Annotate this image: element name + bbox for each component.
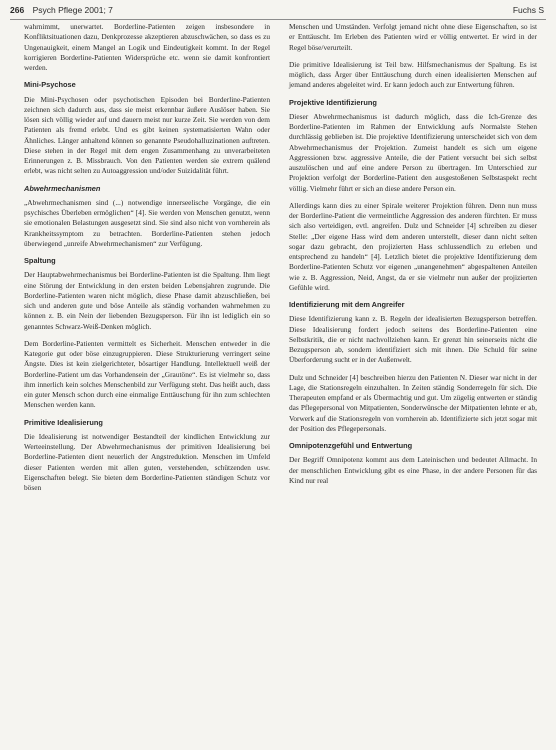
body-paragraph: Diese Identifizierung kann z. B. Regeln der idealisierten Bezugsperson betreffen. Diese Idealisierung fordert jedoch seitens des Borderline-Patienten eine Selbstkritik, die er nicht nachvollziehen kann. Er grenzt hin seinerseits nicht die Bezugsperson ab, sondern identifiziert sich mit ihnen. Die Schuld für seine Überforderung sucht er in der Außenwelt. bbox=[289, 314, 537, 365]
page-number: 266 bbox=[10, 5, 25, 15]
journal-citation: Psych Pflege 2001; 7 bbox=[32, 5, 113, 15]
section-heading: Primitive Idealisierung bbox=[24, 417, 103, 427]
body-paragraph: Allerdings kann dies zu einer Spirale weiterer Projektion führen. Denn nun muss der Borderline-Patient die vermeintliche Aggression des anderen fürchten. Er muss sich also verteidigen, evtl. angreifen. Dulz und Schneider [4] schreiben zu dieser Stelle: „Der eigene Hass wird dem anderen unterstellt, dieser dann nicht selten sogar dazu gebracht, den projizierten Hass schlussendlich zu erleben und entsprechend zu handeln“ [4]. Letzlich bietet die projektive Identifizierung dem Borderline-Patienten Schutz vor eigenen „unangenehmen“ abgespaltenen Anteilen wie z. B. Aggression, Neid, Angst, da er sie vielmehr nun außer der projizierten Gefühle wird. bbox=[289, 200, 537, 292]
body-paragraph: Dem Borderline-Patienten vermittelt es Sicherheit. Menschen entweder in die Kategorie gut oder böse einzugruppieren. Diese Strukturierung verringert seine Ängste. Dies ist kein zielgerichteter, bösartiger Handlung. Intellektuell weiß der Borderline-Patient um das Vorhandensein der „Grautöne“. Es ist vielmehr so, dass ihm innerlich kein solches Menschenbild zur Verfügung steht. Das heißt auch, dass ein guter Mensch schon durch eine einmalige Enttäuschung für ihn zum schlechten Menschen werden kann. bbox=[24, 338, 270, 410]
body-paragraph: Dieser Abwehrmechanismus ist dadurch möglich, dass die Ich-Grenze des Borderline-Patienten im Rahmen der Entwicklung aufs Normalste Stehen durchlässig geblieben ist. Die projektive Identifizierung unterscheidet sich von dem Abwehrmechanismus der Projektion. Zumeist handelt es sich um eigene Aggressionen bzw. aggressive Anteile, die der Patient versucht bei sich selbst auszulöschen und auf eine andere Person zu übertragen. Im Unterschied zur Projektion verfolgt der Borderline-Patient den ausgestoßenen Selbstaspekt recht völlig. Vielmehr führt er sich an diese andere Person ein. bbox=[289, 111, 537, 193]
running-header bbox=[10, 5, 546, 20]
section-heading: Mini-Psychose bbox=[24, 80, 76, 90]
section-heading: Identifizierung mit dem Angreifer bbox=[289, 300, 405, 309]
body-paragraph: Die primitive Idealisierung ist Teil bzw. Hilfsmechanismus der Spaltung. Es ist möglich, dass Ärger über Enttäuschung durch einen idealisierten Menschen auf jemand anderes abgeleitet wird. Er kann jedoch auch zur Entwertung führen. bbox=[289, 59, 537, 90]
right-text-column bbox=[289, 22, 537, 493]
body-paragraph: Der Begriff Omnipotenz kommt aus dem Lateinischen und bedeutet Allmacht. In der menschlichen Entwicklung gibt es eine Phase, in der andere Personen für das Kind nur real bbox=[289, 455, 537, 485]
body-paragraph: Die Mini-Psychosen oder psychotischen Episoden bei Borderline-Patienten zeichnen sich dadurch aus, dass sie meist erkennbar äußere Auslöser haben. Sie lösen sich völlig wieder auf und dauern meist nur kurze Zeit. Sie werden von dem Patienten als fremd erlebt. Und es gibt keinen systematisierten Wahn oder Ähnliches. Länger anhaltend können so genannte Pseudohalluzinationen auftreten. Diese stehen in der Regel mit dem engen Zusammenhang zu unverarbeiteten Erinnerungen z. B. Missbrauch. Von den Patienten werden sie extrem quälend erlebt, was nicht selten zu Autoaggression und/oder Suizidalität führt. bbox=[24, 94, 270, 176]
section-heading: Abwehrmechanismen bbox=[24, 183, 101, 193]
section-heading: Projektive Identifizierung bbox=[289, 97, 377, 107]
body-paragraph: wahrnimmt, unerwartet. Borderline-Patienten zeigen insbesondere in Konfliktsituationen dazu, Denkprozesse akzeptieren abzuschwächen, so dass es zu Ungenauigkeit, einem Mangel an Logik und Eindeutigkeit kommt. In der Regel korrigieren Borderline-Patienten Widersprüche etc. wenn sie damit konfrontiert werden. bbox=[24, 22, 270, 72]
left-text-column bbox=[24, 22, 270, 500]
section-heading: Omnipotenzgefühl und Entwertung bbox=[289, 441, 413, 450]
author-running-head: Fuchs S bbox=[512, 5, 544, 15]
section-heading: Spaltung bbox=[24, 256, 56, 265]
body-paragraph: Dulz und Schneider [4] beschreiben hierzu den Patienten N. Dieser war nicht in der Lage, die Stationsregeln einzuhalten. In Zeiten ständig Sonderregeln für sich. Die Therapeuten empfand er als Übermachtig und gut. Um zügelig entwerten er ständig das Pflegepersonal von Mitpatienten, Sonderwünsche der Mitpatienten lehnte er ab, Vorwerk auf die Stationsregeln von vornherein ab. Identifizierte sich jetzt sogar mit der Position des Pflegepersonals. bbox=[289, 372, 537, 433]
body-paragraph: „Abwehrmechanismen sind (...) notwendige innerseelische Vorgänge, die ein psychisches Überleben ermöglichen“ [4]. Sie werden von Menschen genutzt, wenn sie emotionalen Belastungen ausgesetzt sind. Sie sind also nicht von vornherein als Krankheitssymptom zu betrachten. Borderline-Patienten stehen jedoch überwiegend „unreife Abwehrmechanismen“ zur Verfügung. bbox=[24, 197, 270, 248]
body-paragraph: Menschen und Umständen. Verfolgt jemand nicht ohne diese Eigenschaften, so ist er Enttäuscht. Im Erleben des Patienten wird er völlig entwertet. Er wird in der Regel böse/verurteilt. bbox=[289, 22, 537, 52]
body-paragraph: Der Hauptabwehrmechanismus bei Borderline-Patienten ist die Spaltung. Ihm liegt eine Störung der Entwicklung in den ersten beiden Lebensjahren zugrunde. Die Borderline-Patienten waren nicht möglich, diese Phase damit abzuschließen, bei sich und anderen gute und böse Anteile als ständig vorhanden wahrnehmen zu können z. B. ein Nein der liebenden Bezugsperson. Für ihn ist lediglich ein so genanntes Schwarz-Weiß-Denken möglich. bbox=[24, 270, 270, 331]
body-paragraph: Die Idealisierung ist notwendiger Bestandteil der kindlichen Entwicklung zur Werteeinstellung. Der Abwehrmechanismus der primitiven Idealisierung bei Borderline-Patienten dient neuerlich der Angstreduktion. Menschen im Umfeld dieser Patienten werden mit allen guten, verstehenden, schützenden usw. Eigenschaften belegt. Sie bieten dem Borderline-Patienten ständigen Schutz vor bösen bbox=[24, 431, 270, 492]
